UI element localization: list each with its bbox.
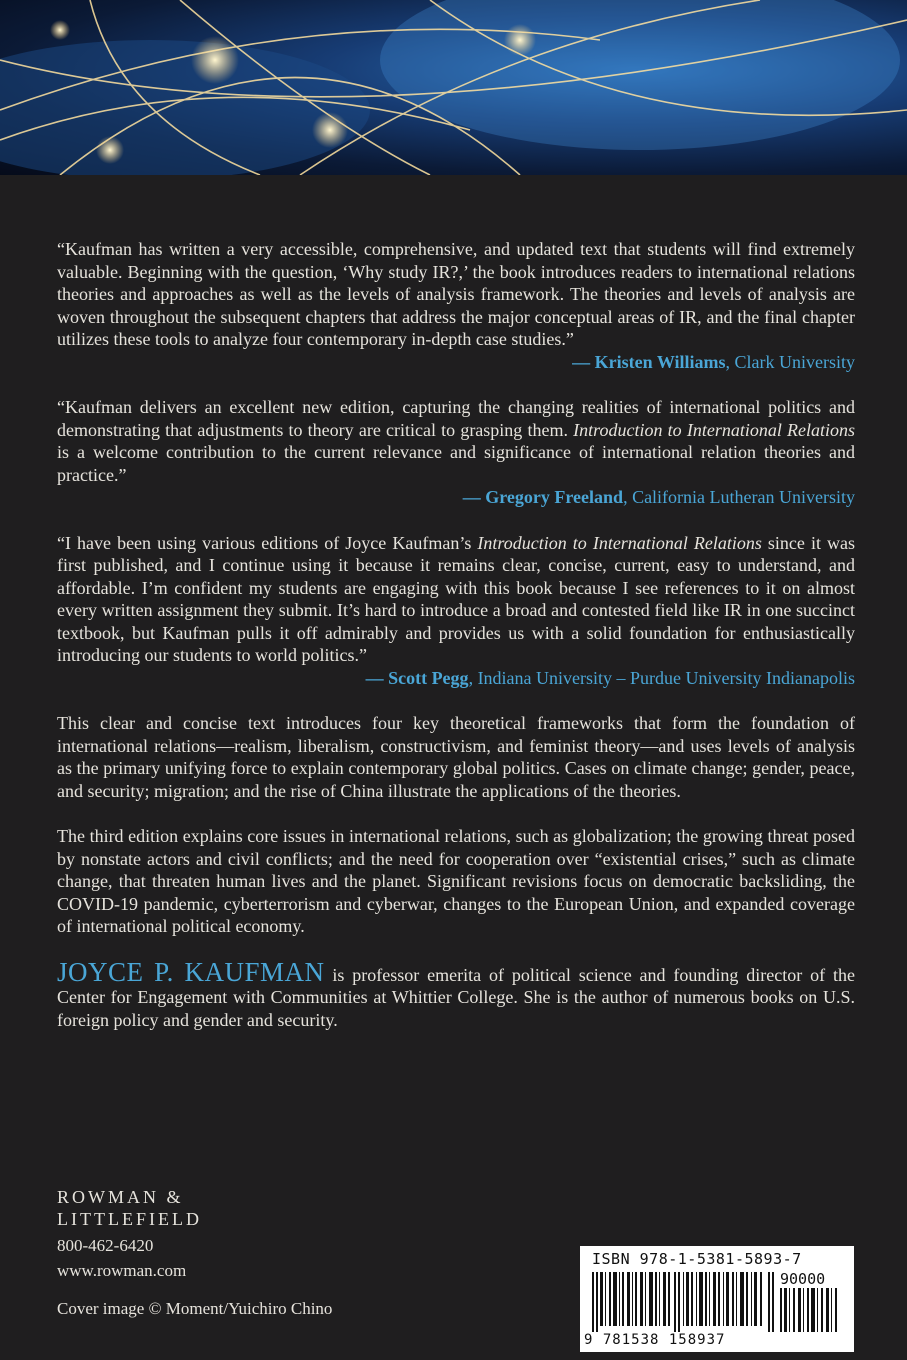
isbn-barcode (580, 1246, 854, 1352)
quote-attribution (57, 667, 855, 690)
price-code: 90000 (780, 1270, 826, 1288)
ean-digits: 9 781538 158937 (584, 1332, 726, 1348)
book-title: Introduction to International Relations (477, 532, 762, 553)
quote-text-after: since it was first published, and I continue using it because it remains clear, concise, current, easy to understand, and affordable. I’m confident my students are engaging with this book because I see references to it on almost every written assignment they submit. It’s hard to introduce a broad and contested field like IR in one succinct textbook, but Kaufman pulls it off admirably and provides us with a solid foundation for enthusiastically introducing our students to world politics.” (57, 532, 856, 665)
quote-text: “Kaufman has written a very accessible, comprehensive, and updated text that students will find extremely valuable. Beginning with the question, ‘Why study IR?,’ the book introduces readers to international relations theories and approaches as well as the levels of analysis framework. The theories and levels of analysis are woven throughout the subsequent chapters that address the major conceptual areas of IR, and the final chapter utilizes these tools to analyze four contemporary in-depth case studies.” (57, 239, 855, 349)
back-cover-text (57, 238, 855, 1054)
network-lines-graphic (0, 0, 907, 175)
quote-text-before: “I have been using various editions of Joyce Kaufman’s (57, 532, 478, 553)
attribution-name: — Scott Pegg (365, 667, 469, 688)
publisher-website: www.rowman.com (57, 1261, 187, 1280)
author-name: JOYCE P. KAUFMAN (57, 956, 325, 987)
description-paragraph-2: The third edition explains core issues in international relations, such as globalization; the growing threat posed by nonstate actors and civil conflicts; and the need for cooperation over “existential crises,” such as climate change, that threaten human lives and the planet. Significant revisions focus on democratic backsliding, the COVID-19 pandemic, cyberterrorism and cyberwar, changes to the European Union, and expanded coverage of international political economy. (57, 826, 855, 936)
quote-attribution (57, 486, 855, 509)
quote-attribution (572, 351, 855, 374)
addon-barcode-bars (780, 1288, 840, 1332)
attribution-affiliation: , Clark University (725, 351, 855, 372)
quote-text-before: “Kaufman delivers an excellent new edition, capturing the changing realities of international politics and demonstrating that adjustments to theory are critical to grasping them. (57, 397, 855, 440)
attribution-name: — Kristen Williams (572, 351, 726, 372)
publisher-line-2: LITTLEFIELD (57, 1209, 202, 1229)
publisher-line-1: ROWMAN & (57, 1187, 184, 1207)
endorsement-quote-2 (57, 396, 855, 509)
description-paragraph-1: This clear and concise text introduces four key theoretical frameworks that form the foundation of international relations—realism, liberalism, constructivism, and feminist theory—and uses levels of analysis as the primary unifying force to explain contemporary global politics. Cases on climate change; gender, peace, and security; migration; and the rise of China illustrate the applications of the theories. (57, 713, 855, 801)
ean-barcode-bars (592, 1272, 776, 1332)
attribution-affiliation: , Indiana University – Purdue University Indianapolis (468, 667, 855, 688)
book-title: Introduction to International Relations (573, 419, 855, 440)
publisher-logo (57, 1186, 202, 1230)
attribution-affiliation: , California Lutheran University (623, 487, 855, 507)
isbn-text: ISBN 978-1-5381-5893-7 (592, 1250, 802, 1268)
author-bio (57, 956, 855, 1032)
endorsement-quote-1 (57, 238, 855, 373)
publisher-contact (57, 1233, 186, 1283)
attribution-name: — Gregory Freeland (462, 487, 624, 507)
quote-text-after: is a welcome contribution to the current relevance and significance of international relation theories and practice.” (57, 442, 855, 485)
author-bio-text: is professor emerita of political science and founding director of the Center for Engagement with Communities at Whittier College. She is the author of numerous books on U.S. foreign policy and gender and security. (57, 964, 855, 1030)
cover-image-credit: Cover image © Moment/Yuichiro Chino (57, 1299, 333, 1318)
publisher-phone: 800-462-6420 (57, 1236, 154, 1255)
endorsement-quote-3 (57, 532, 855, 690)
cover-image-earth-network (0, 0, 907, 175)
